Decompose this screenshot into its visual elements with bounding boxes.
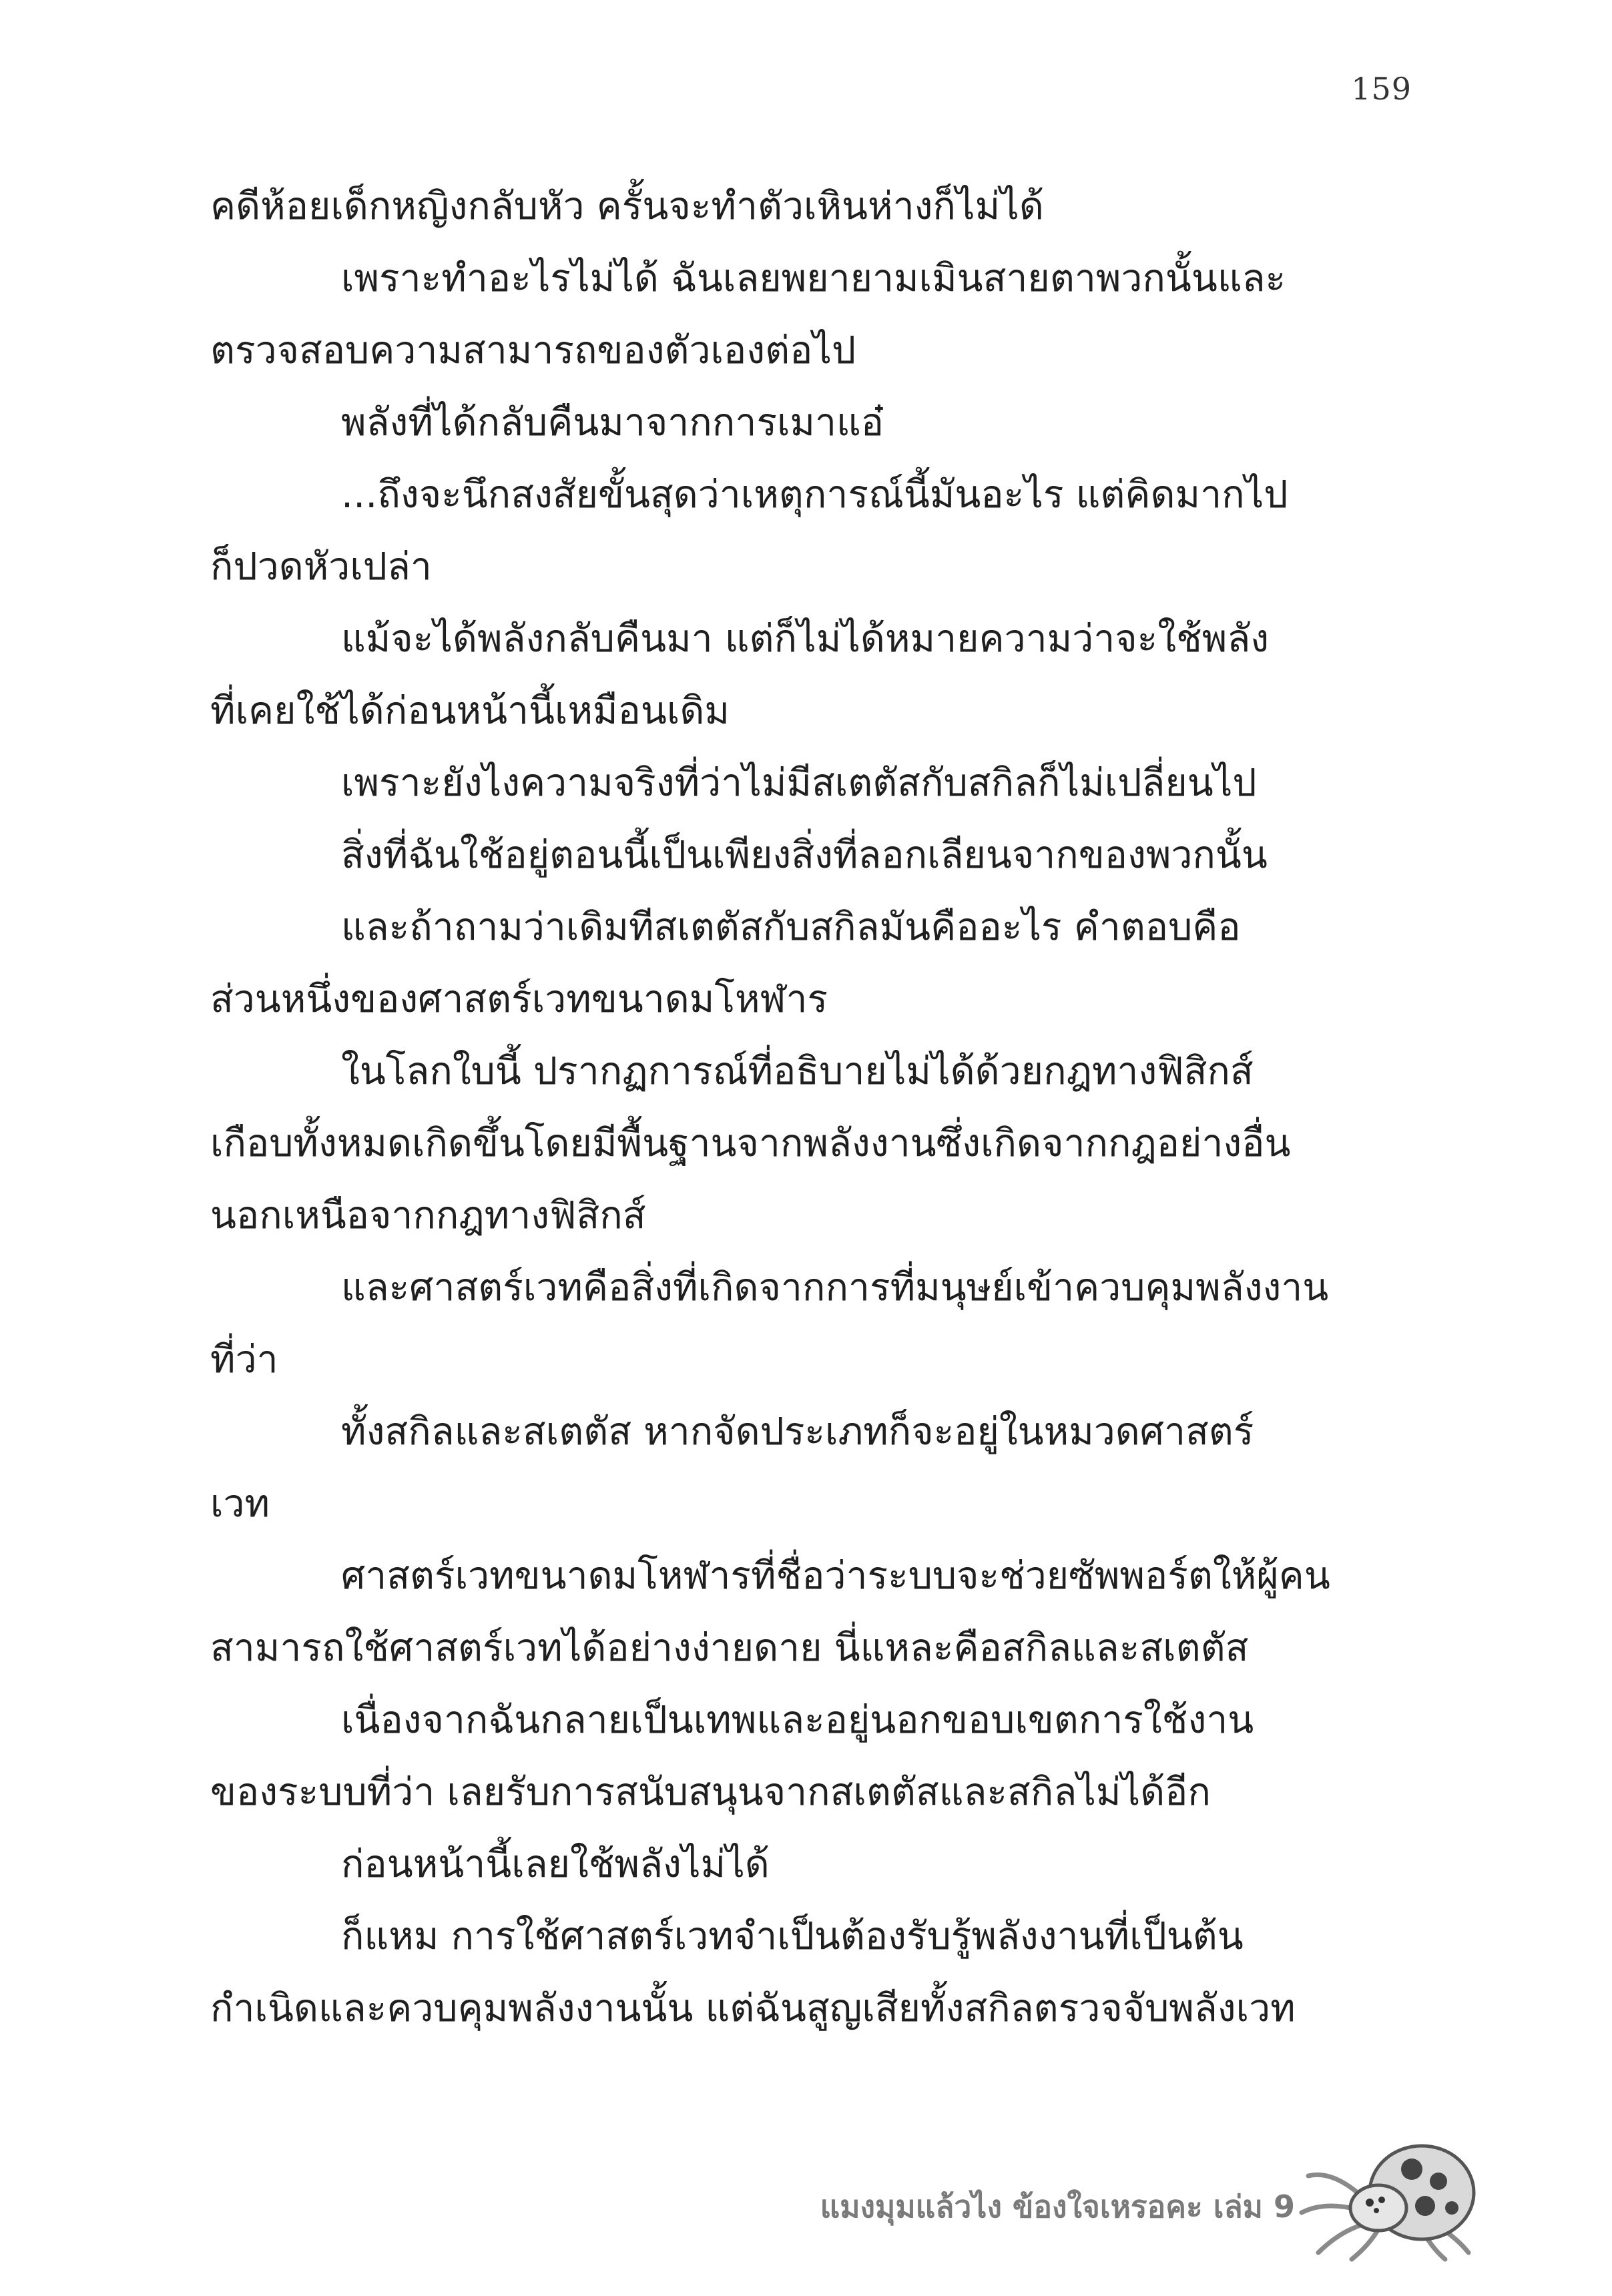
text-line: ที่ว่า [210,1338,278,1382]
text-line: เวท [210,1482,270,1526]
text-line: พลังที่ได้กลับคืนมาจากการเมาแอ๋ [341,400,884,445]
text-line: สามารถใช้ศาสตร์เวทได้อย่างง่ายดาย นี่แหละคือสกิลและสเตตัส [210,1626,1249,1670]
text-line: ในโลกใบนี้ ปรากฏการณ์ที่อธิบายไม่ได้ด้วยกฎทางฟิสิกส์ [341,1049,1254,1093]
body-text [210,170,1415,2044]
page-number: 159 [1351,71,1412,107]
text-line: ส่วนหนึ่งของศาสตร์เวทขนาดมโหฬาร [210,977,828,1021]
text-line: ทั้งสกิลและสเตตัส หากจัดประเภทก็จะอยู่ในหมวดศาสตร์ [341,1410,1254,1454]
book-title: แมงมุมแล้วไง ข้องใจเหรอคะ เล่ม 9 [820,2189,1295,2225]
text-line: และศาสตร์เวทคือสิ่งที่เกิดจากการที่มนุษย์เข้าควบคุมพลังงาน [341,1265,1329,1310]
text-line: เกือบทั้งหมดเกิดขึ้นโดยมีพื้นฐานจากพลังงานซึ่งเกิดจากกฎอย่างอื่น [210,1121,1291,1165]
text-line: ก่อนหน้านี้เลยใช้พลังไม่ได้ [341,1842,770,1886]
text-line: ที่เคยใช้ได้ก่อนหน้านี้เหมือนเดิม [210,689,730,733]
text-line: สิ่งที่ฉันใช้อยู่ตอนนี้เป็นเพียงสิ่งที่ลอกเลียนจากของพวกนั้น [341,833,1268,877]
text-line: คดีห้อยเด็กหญิงกลับหัว ครั้นจะทำตัวเหินห่างก็ไม่ได้ [210,184,1044,228]
text-line: ก็ปวดหัวเปล่า [210,545,432,589]
text-line: เพราะยังไงความจริงที่ว่าไม่มีสเตตัสกับสกิลก็ไม่เปลี่ยนไป [341,761,1257,805]
spider-mascot-icon [1288,2129,1482,2263]
text-line: ตรวจสอบความสามารถของตัวเองต่อไป [210,328,856,372]
text-line: เพราะทำอะไรไม่ได้ ฉันเลยพยายามเมินสายตาพวกนั้นและ [341,256,1286,300]
text-line: เนื่องจากฉันกลายเป็นเทพและอยู่นอกขอบเขตการใช้งาน [341,1698,1254,1742]
text-line: ศาสตร์เวทขนาดมโหฬารที่ชื่อว่าระบบจะช่วยซัพพอร์ตให้ผู้คน [341,1554,1330,1598]
text-line: แม้จะได้พลังกลับคืนมา แต่ก็ไม่ได้หมายความว่าจะใช้พลัง [341,617,1270,661]
page-footer [708,2129,1495,2263]
text-line: กำเนิดและควบคุมพลังงานนั้น แต่ฉันสูญเสียทั้งสกิลตรวจจับพลังเวท [210,1986,1296,2030]
text-line: ก็แหม การใช้ศาสตร์เวทจำเป็นต้องรับรู้พลังงานที่เป็นต้น [341,1914,1244,1958]
text-line: และถ้าถามว่าเดิมทีสเตตัสกับสกิลมันคืออะไร คำตอบคือ [341,905,1241,949]
text-line: ...ถึงจะนึกสงสัยขั้นสุดว่าเหตุการณ์นี้มันอะไร แต่คิดมากไป [341,473,1288,517]
text-line: ของระบบที่ว่า เลยรับการสนับสนุนจากสเตตัสและสกิลไม่ได้อีก [210,1770,1211,1814]
text-line: นอกเหนือจากกฎทางฟิสิกส์ [210,1193,646,1237]
